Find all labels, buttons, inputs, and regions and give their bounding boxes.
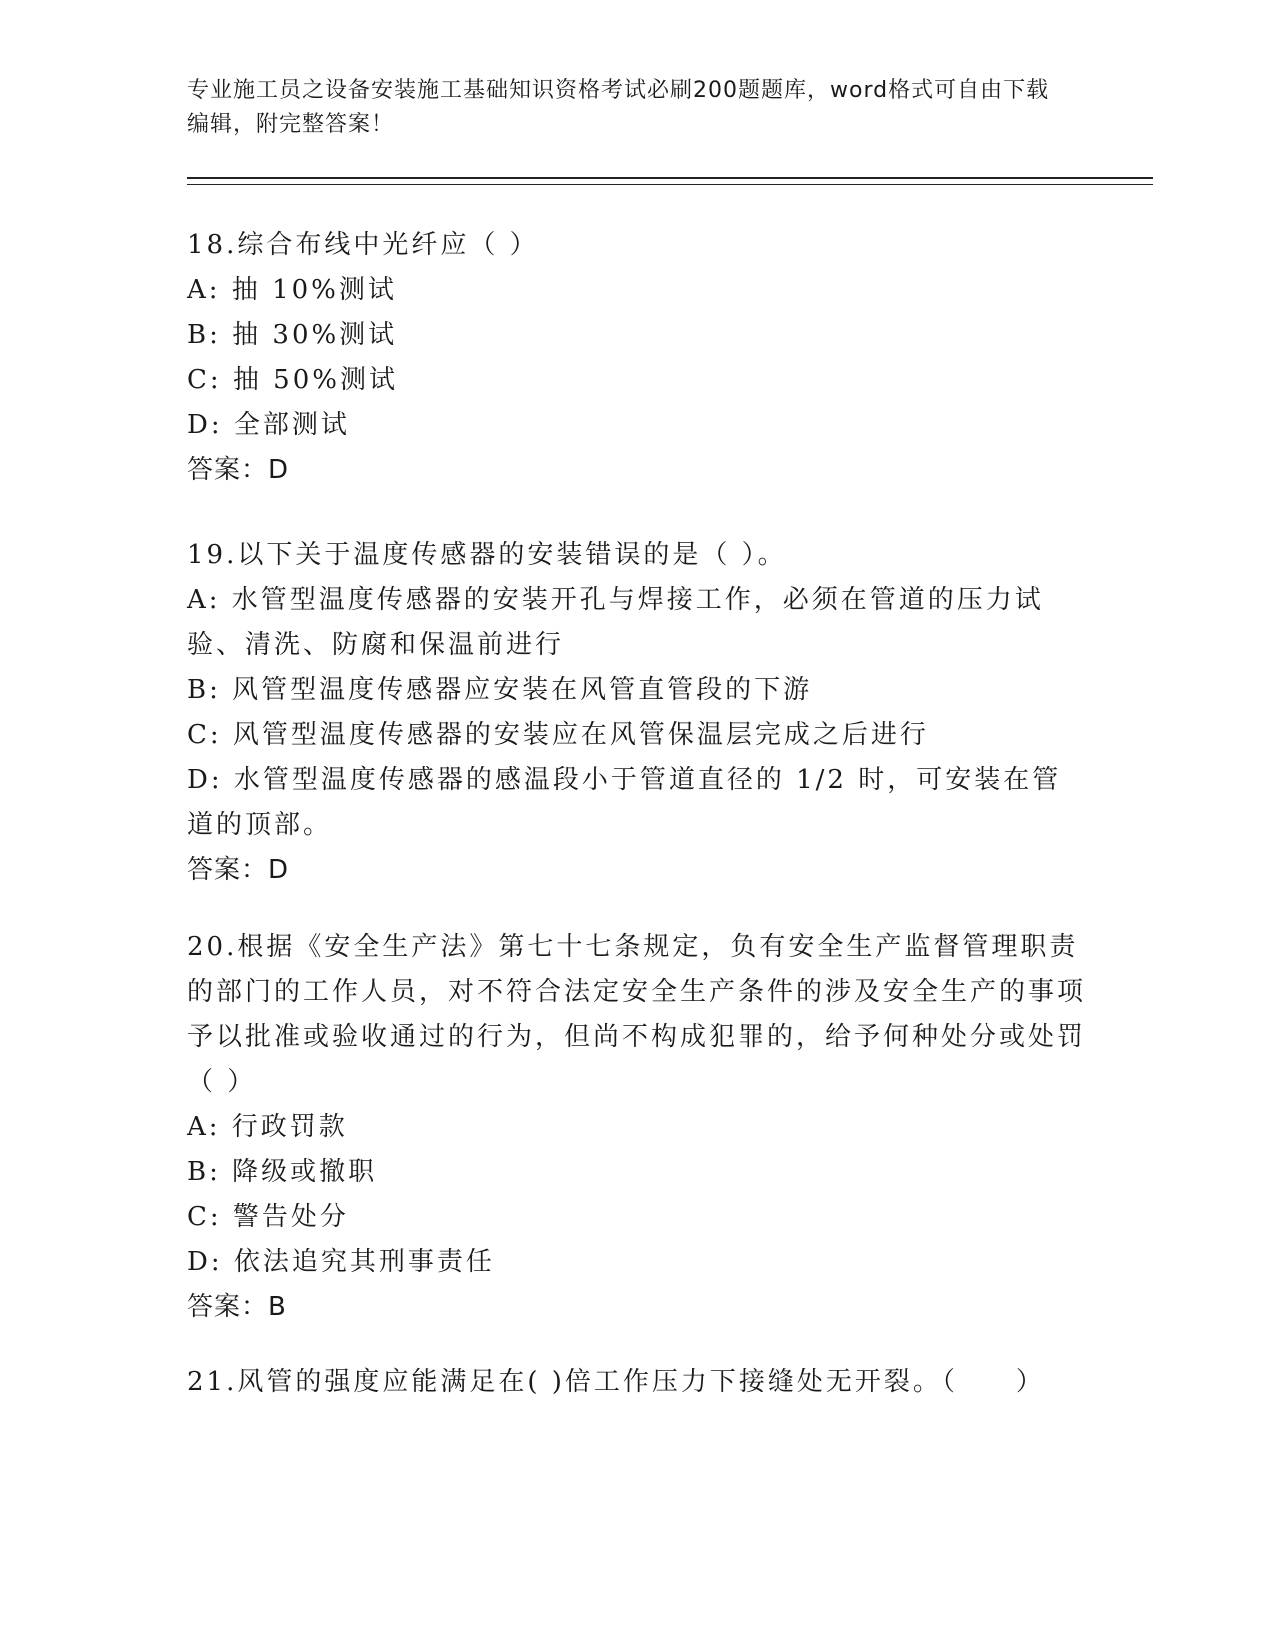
option-c: C: 风管型温度传感器的安装应在风管保温层完成之后进行 xyxy=(187,720,929,750)
question-stem: 19.以下关于温度传感器的安装错误的是（ ）。 xyxy=(187,540,787,570)
question-stem: 18.综合布线中光纤应（ ） xyxy=(187,230,539,260)
question-stem: 21.风管的强度应能满足在( )倍工作压力下接缝处无开裂。（ ） xyxy=(187,1367,1045,1397)
document-header xyxy=(187,74,1067,142)
option-b: B: 降级或撤职 xyxy=(187,1157,378,1187)
option-d: D: 依法追究其刑事责任 xyxy=(187,1247,495,1277)
option-a: A: 水管型温度传感器的安装开孔与焊接工作，必须在管道的压力试验、清洗、防腐和保温前进行 xyxy=(187,585,1044,660)
header-text: 专业施工员之设备安装施工基础知识资格考试必刷200题题库，word格式可自由下载编辑，附完整答案！ xyxy=(187,78,1050,137)
option-c: C: 抽 50%测试 xyxy=(187,365,398,395)
option-b: B: 风管型温度传感器应安装在风管直管段的下游 xyxy=(187,675,813,705)
option-a: A: 行政罚款 xyxy=(187,1112,348,1142)
option-a: A: 抽 10%测试 xyxy=(187,275,397,305)
option-c: C: 警告处分 xyxy=(187,1202,349,1232)
option-d: D: 水管型温度传感器的感温段小于管道直径的 1/2 时，可安装在管道的顶部。 xyxy=(187,765,1062,840)
question-21 xyxy=(187,1360,1087,1405)
question-stem: 20.根据《安全生产法》第七十七条规定，负有安全生产监督管理职责的部门的工作人员，对不符合法定安全生产条件的涉及安全生产的事项予以批准或验收通过的行为，但尚不构成犯罪的，给予何种处分或处罚（ ） xyxy=(187,932,1087,1097)
answer-text: 答案：B xyxy=(187,1292,287,1322)
question-20 xyxy=(187,925,1087,1330)
header-divider xyxy=(187,177,1153,185)
option-b: B: 抽 30%测试 xyxy=(187,320,398,350)
question-19 xyxy=(187,533,1087,893)
answer-text: 答案：D xyxy=(187,855,290,885)
question-18 xyxy=(187,223,1087,493)
answer-text: 答案：D xyxy=(187,455,290,485)
option-d: D: 全部测试 xyxy=(187,410,350,440)
